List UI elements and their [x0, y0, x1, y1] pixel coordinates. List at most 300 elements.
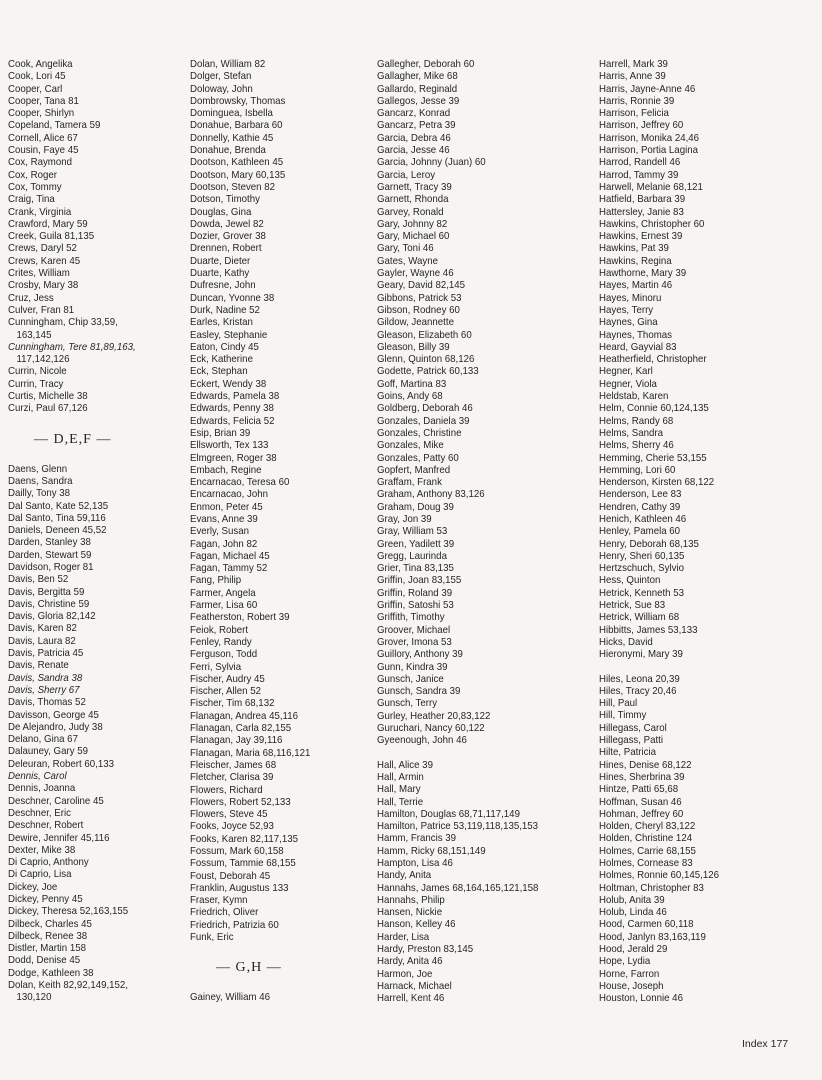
index-entry: Hetrick, Kenneth 53: [599, 587, 685, 599]
index-entry: Garcia, Jesse 46: [377, 145, 450, 157]
index-entry: Doloway, John: [190, 83, 253, 95]
index-entry: Harris, Ronnie 39: [599, 95, 675, 107]
index-entry: Dolan, William 82: [190, 59, 266, 70]
index-entry: Duarte, Kathy: [190, 268, 250, 280]
index-entry: Holub, Linda 46: [599, 907, 667, 919]
index-entry: Flanagan, Carla 82,155: [190, 723, 292, 735]
index-entry: Crites, William: [8, 268, 70, 280]
index-entry: Daniels, Deneen 45,52: [8, 525, 107, 537]
index-entry: Dennis, Carol: [8, 771, 67, 783]
index-entry: Distler, Martin 158: [8, 943, 87, 955]
index-entry: Davis, Thomas 52: [8, 697, 86, 709]
index-entry: Garvey, Ronald: [377, 206, 444, 218]
index-entry: Dodge, Kathleen 38: [8, 967, 94, 979]
index-entry: Grier, Tina 83,135: [377, 563, 454, 575]
index-entry: Davis, Sherry 67: [8, 684, 80, 696]
index-entry: Farmer, Angela: [190, 587, 256, 599]
index-entry: Donahue, Brenda: [190, 145, 266, 157]
index-entry: Crank, Virginia: [8, 206, 72, 218]
index-entry: Hansen, Nickie: [377, 907, 443, 919]
index-entry: Harrison, Felicia: [599, 108, 669, 120]
index-entry: Davis, Karen 82: [8, 623, 77, 635]
section-heading: — D,E,F —: [34, 431, 112, 447]
index-entry: Hemming, Cherie 53,155: [599, 452, 707, 464]
index-entry: Gray, William 53: [377, 526, 448, 538]
index-entry: Gunsch, Janice: [377, 673, 444, 685]
index-entry: Fossum, Mark 60,158: [190, 846, 284, 857]
index-entry: Curtis, Michelle 38: [8, 391, 88, 403]
index-entry: Dootson, Kathleen 45: [190, 157, 284, 169]
index-entry: Ferri, Sylvia: [190, 661, 242, 673]
index-entry: Hetrick, Sue 83: [599, 600, 666, 612]
index-entry: Everly, Susan: [190, 526, 249, 538]
index-entry-continuation: 130,120: [16, 992, 52, 1004]
index-entry: Davisson, George 45: [8, 709, 99, 721]
index-entry: Harder, Lisa: [377, 931, 430, 943]
index-entry: Feiok, Robert: [190, 624, 249, 636]
index-entry: Guillory, Anthony 39: [377, 649, 463, 661]
index-entry: Cox, Raymond: [8, 157, 73, 169]
index-entry: Deschner, Caroline 45: [8, 795, 104, 807]
index-entry: Griffin, Roland 39: [377, 587, 453, 599]
index-entry: Harrison, Portia Lagina: [599, 145, 698, 157]
index-entry: Hiles, Tracy 20,46: [599, 685, 677, 697]
index-entry: Hegner, Viola: [599, 378, 657, 390]
index-column-4: [599, 59, 804, 1006]
index-entry: Hohman, Jeffrey 60: [599, 808, 684, 820]
index-entry: Crews, Daryl 52: [8, 243, 77, 255]
index-entry: Houston, Lonnie 46: [599, 993, 683, 1005]
index-entry: Holden, Cheryl 83,122: [599, 821, 696, 833]
index-entry: Hines, Denise 68,122: [599, 759, 692, 771]
index-entry: Duncan, Yvonne 38: [190, 292, 275, 304]
index-entry: Fischer, Allen 52: [190, 686, 262, 698]
index-entry: Gildow, Jeannette: [377, 317, 454, 329]
index-entry: Heard, Gayvial 83: [599, 341, 677, 353]
index-entry: Evans, Anne 39: [190, 513, 258, 525]
index-entry: Edwards, Pamela 38: [190, 391, 280, 403]
index-entry: Holden, Christine 124: [599, 833, 693, 845]
index-entry: Eck, Katherine: [190, 354, 253, 366]
section-gap: [377, 748, 582, 760]
index-entry: Cox, Roger: [8, 169, 57, 181]
index-entry: Eaton, Cindy 45: [190, 341, 259, 353]
index-entry: Hall, Alice 39: [377, 759, 433, 771]
index-entry: Hawkins, Pat 39: [599, 243, 669, 255]
index-entry: Friedrich, Oliver: [190, 907, 259, 919]
index-entry: Holtman, Christopher 83: [599, 882, 704, 894]
index-entry: Farmer, Lisa 60: [190, 600, 258, 612]
index-entry: Hardy, Preston 83,145: [377, 944, 474, 956]
index-entry: Deschner, Eric: [8, 807, 71, 819]
index-entry: Geary, David 82,145: [377, 280, 466, 292]
index-entry: Dickey, Joe: [8, 881, 58, 893]
index-entry: Davis, Laura 82: [8, 635, 76, 647]
index-entry: Griffin, Satoshi 53: [377, 600, 454, 612]
index-entry: Foust, Deborah 45: [190, 870, 271, 882]
index-entry: Godette, Patrick 60,133: [377, 366, 479, 378]
index-entry: Garcia, Leroy: [377, 169, 436, 181]
index-entry: Eckert, Wendy 38: [190, 378, 267, 390]
index-entry: Earles, Kristan: [190, 317, 253, 329]
index-entry: Hope, Lydia: [599, 956, 651, 968]
index-entry: Glenn, Quinton 68,126: [377, 354, 475, 366]
index-entry: Gallardo, Reginald: [377, 83, 458, 95]
index-entry: Di Caprio, Anthony: [8, 857, 89, 869]
index-entry: Helms, Sandra: [599, 427, 664, 439]
index-entry: Dickey, Theresa 52,163,155: [8, 906, 129, 918]
index-entry: Fossum, Tammie 68,155: [190, 858, 296, 870]
index-entry: Davis, Bergitta 59: [8, 586, 85, 598]
index-entry: Harrell, Kent 46: [377, 993, 445, 1005]
index-entry: Fischer, Tim 68,132: [190, 698, 275, 710]
index-entry: Hawkins, Christopher 60: [599, 218, 705, 230]
index-entry-continuation: 117,142,126: [16, 354, 70, 366]
index-entry: Harris, Jayne-Anne 46: [599, 83, 696, 95]
index-entry: Harnack, Michael: [377, 980, 452, 992]
index-entry: Gayler, Wayne 46: [377, 268, 454, 280]
index-entry: Hieronymi, Mary 39: [599, 649, 683, 661]
index-entry: Crawford, Mary 59: [8, 218, 88, 230]
index-entry: Deleuran, Robert 60,133: [8, 758, 115, 770]
index-column-1: [8, 59, 213, 1005]
index-entry: Dominguea, Isbella: [190, 108, 273, 120]
index-entry: Flanagan, Jay 39,116: [190, 735, 283, 747]
index-entry: Dalauney, Gary 59: [8, 746, 88, 758]
index-entry: Fleischer, James 68: [190, 759, 277, 771]
index-entry: Cox, Tommy: [8, 181, 62, 193]
index-entry: Garnett, Rhonda: [377, 194, 449, 206]
index-entry: Gary, Toni 46: [377, 243, 434, 255]
index-entry: Henry, Deborah 68,135: [599, 538, 699, 550]
index-entry: Currin, Nicole: [8, 366, 67, 378]
index-entry: Hegner, Karl: [599, 366, 653, 378]
index-entry: Funk, Eric: [190, 932, 234, 944]
index-entry: Hawkins, Regina: [599, 255, 672, 267]
index-entry: Griffin, Joan 83,155: [377, 575, 462, 587]
index-entry: Dolger, Stefan: [190, 71, 252, 83]
page-footer: Index 177: [742, 1038, 789, 1050]
index-entry: Griffith, Timothy: [377, 612, 445, 624]
index-entry: Cooper, Carl: [8, 83, 63, 95]
index-entry: Hawkins, Ernest 39: [599, 231, 683, 243]
index-entry: Gonzales, Patty 60: [377, 452, 459, 464]
index-entry: Darden, Stanley 38: [8, 537, 91, 549]
index-entry: Haynes, Gina: [599, 317, 658, 329]
index-entry: Hillegass, Carol: [599, 722, 667, 734]
index-entry: Edwards, Felicia 52: [190, 415, 275, 427]
index-entry: Delano, Gina 67: [8, 734, 78, 746]
index-entry: Fraser, Kymn: [190, 895, 248, 907]
index-entry: Easley, Stephanie: [190, 329, 268, 341]
index-entry: Grover, Imona 53: [377, 636, 452, 648]
index-entry: Darden, Stewart 59: [8, 549, 92, 561]
index-entry: Duarte, Dieter: [190, 255, 251, 267]
index-entry: Dilbeck, Renee 38: [8, 930, 88, 942]
index-entry: Hayes, Minoru: [599, 292, 662, 304]
index-entry: Hilte, Patricia: [599, 747, 657, 759]
index-entry: Fooks, Karen 82,117,135: [190, 833, 298, 845]
index-entry: Gunn, Kindra 39: [377, 661, 448, 673]
index-entry: Hatfield, Barbara 39: [599, 194, 686, 206]
index-entry: Gary, Johnny 82: [377, 218, 448, 230]
index-entry: Garcia, Debra 46: [377, 132, 451, 144]
index-entry: Cooper, Tana 81: [8, 95, 79, 107]
index-column-2: [190, 59, 395, 1005]
index-entry: Garcia, Johnny (Juan) 60: [377, 157, 486, 169]
index-entry: Craig, Tina: [8, 194, 55, 206]
index-entry: Gonzales, Mike: [377, 440, 444, 452]
index-entry: Goins, Andy 68: [377, 391, 443, 403]
index-entry: Cooper, Shirlyn: [8, 108, 75, 120]
index-entry: Hillegass, Patti: [599, 735, 664, 747]
index-entry: Gonzales, Daniela 39: [377, 415, 470, 427]
index-entry: Harrod, Randell 46: [599, 157, 681, 169]
index-entry: Harrison, Monika 24,46: [599, 132, 700, 144]
index-entry: Hemming, Lori 60: [599, 464, 676, 476]
index-entry: Culver, Fran 81: [8, 304, 75, 316]
index-entry: Gainey, William 46: [190, 992, 270, 1004]
index-entry: Hetrick, William 68: [599, 612, 680, 624]
index-entry: Harris, Anne 39: [599, 71, 666, 83]
index-entry: Hendren, Cathy 39: [599, 501, 681, 513]
index-entry: Hamilton, Patrice 53,119,118,135,153: [377, 821, 539, 833]
index-entry: Dennis, Joanna: [8, 783, 76, 795]
index-entry: Dal Santo, Tina 59,116: [8, 512, 106, 524]
index-entry: Davis, Sandra 38: [8, 672, 83, 684]
index-entry: Hicks, David: [599, 636, 653, 648]
index-entry: Hall, Mary: [377, 784, 421, 796]
index-entry: De Alejandro, Judy 38: [8, 721, 103, 733]
index-entry: Graffam, Frank: [377, 477, 442, 489]
index-entry: Deschner, Robert: [8, 820, 84, 832]
index-entry: Dilbeck, Charles 45: [8, 918, 92, 930]
index-entry: Fletcher, Clarisa 39: [190, 772, 274, 784]
index-entry: Hood, Carmen 60,118: [599, 919, 694, 931]
index-entry: Hattersley, Janie 83: [599, 206, 684, 218]
index-entry: Gleason, Billy 39: [377, 341, 450, 353]
index-entry: Fagan, Tammy 52: [190, 563, 268, 575]
index-entry: Goff, Martina 83: [377, 378, 447, 390]
index-entry: Embach, Regine: [190, 464, 262, 476]
index-entry: Daens, Sandra: [8, 475, 73, 487]
index-entry-continuation: 163,145: [16, 329, 52, 341]
index-entry: Davidson, Roger 81: [8, 561, 94, 573]
index-entry: Davis, Renate: [8, 660, 69, 672]
index-entry: Cousin, Faye 45: [8, 145, 79, 157]
index-entry: Hayes, Terry: [599, 304, 654, 316]
index-entry: Dal Santo, Kate 52,135: [8, 500, 109, 512]
index-entry: Cunningham, Tere 81,89,163,: [8, 341, 136, 353]
index-entry: Featherston, Robert 39: [190, 612, 290, 624]
index-entry: Flanagan, Maria 68,116,121: [190, 747, 311, 759]
index-entry: Dombrowsky, Thomas: [190, 95, 286, 107]
section-gap: [599, 662, 804, 674]
index-entry: Durk, Nadine 52: [190, 304, 260, 316]
index-entry: Donnelly, Kathie 45: [190, 132, 274, 144]
index-entry: Helms, Randy 68: [599, 415, 674, 427]
index-entry: Hannahs, James 68,164,165,121,158: [377, 882, 539, 894]
index-entry: Gallegos, Jesse 39: [377, 95, 460, 107]
index-entry: Harrell, Mark 39: [599, 59, 668, 70]
index-entry: Hibbitts, James 53,133: [599, 624, 698, 636]
index-entry: Gleason, Elizabeth 60: [377, 329, 472, 341]
index-entry: Gates, Wayne: [377, 255, 438, 267]
index-entry: Holub, Anita 39: [599, 894, 665, 906]
index-entry: Graham, Anthony 83,126: [377, 489, 485, 501]
index-entry: Henich, Kathleen 46: [599, 513, 687, 525]
index-entry: Davis, Patricia 45: [8, 648, 84, 660]
index-entry: Fagan, John 82: [190, 538, 258, 550]
index-entry: Gallegher, Deborah 60: [377, 59, 475, 70]
index-entry: Dodd, Denise 45: [8, 955, 81, 967]
index-entry: Hiles, Leona 20,39: [599, 673, 680, 685]
index-entry: Drennen, Robert: [190, 243, 262, 255]
index-entry: Garnett, Tracy 39: [377, 181, 452, 193]
index-entry: Crosby, Mary 38: [8, 280, 79, 292]
index-entry: Dolan, Keith 82,92,149,152,: [8, 980, 129, 992]
index-entry: Elmgreen, Roger 38: [190, 452, 277, 464]
index-entry: Davis, Ben 52: [8, 574, 69, 586]
index-entry: Groover, Michael: [377, 624, 451, 636]
index-entry: Henry, Sheri 60,135: [599, 550, 685, 562]
index-entry: Davis, Gloria 82,142: [8, 611, 96, 623]
section-heading: — G,H —: [216, 960, 282, 976]
index-entry: Encarnacao, Teresa 60: [190, 477, 290, 489]
index-entry: Gancarz, Petra 39: [377, 120, 456, 132]
index-entry: Hines, Sherbrina 39: [599, 771, 685, 783]
index-entry: Harrod, Tammy 39: [599, 169, 679, 181]
index-entry: Daens, Glenn: [8, 463, 68, 475]
index-entry: Dootson, Steven 82: [190, 181, 276, 193]
index-entry: Fooks, Joyce 52,93: [190, 821, 274, 833]
index-entry: Hanson, Kelley 46: [377, 919, 456, 931]
index-entry: Hayes, Martin 46: [599, 280, 673, 292]
index-entry: Harmon, Joe: [377, 968, 433, 980]
index-entry: Holmes, Cornease 83: [599, 858, 693, 869]
index-entry: Guruchari, Nancy 60,122: [377, 723, 485, 735]
index-entry: Flowers, Steve 45: [190, 809, 268, 821]
index-entry: Gyeenough, John 46: [377, 735, 467, 747]
index-entry: Flowers, Robert 52,133: [190, 796, 291, 808]
index-entry: Hardy, Anita 46: [377, 956, 443, 968]
index-entry: Enmon, Peter 45: [190, 501, 263, 513]
index-entry: Hill, Paul: [599, 698, 638, 710]
index-entry: Hess, Quinton: [599, 575, 661, 587]
index-entry: Gibson, Rodney 60: [377, 304, 460, 316]
index-entry: Green, Yadilett 39: [377, 538, 455, 550]
index-entry: Hamm, Ricky 68,151,149: [377, 845, 486, 857]
index-entry: Cunningham, Chip 33,59,: [8, 317, 118, 329]
index-entry: Hamilton, Douglas 68,71,117,149: [377, 808, 520, 820]
index-entry: Cook, Angelika: [8, 59, 73, 70]
index-entry: Hood, Janlyn 83,163,119: [599, 931, 706, 943]
index-entry: Cook, Lori 45: [8, 71, 66, 83]
index-entry: Fagan, Michael 45: [190, 550, 270, 562]
index-entry: Donahue, Barbara 60: [190, 120, 283, 132]
index-column-3: [377, 59, 582, 1006]
index-entry: Dowda, Jewel 82: [190, 218, 264, 230]
index-entry: Holmes, Carrie 68,155: [599, 845, 696, 857]
index-entry: Handy, Anita: [377, 870, 432, 882]
index-entry: Harrison, Jeffrey 60: [599, 120, 684, 132]
index-entry: House, Joseph: [599, 980, 664, 992]
index-entry: Hintze, Patti 65,68: [599, 784, 679, 796]
index-entry: Encarnacao, John: [190, 489, 269, 501]
index-entry: Flowers, Richard: [190, 784, 263, 796]
index-entry: Hertzschuch, Sylvio: [599, 563, 684, 575]
index-entry: Gonzales, Christine: [377, 427, 462, 439]
index-entry: Gary, Michael 60: [377, 231, 450, 243]
index-entry: Dickey, Penny 45: [8, 894, 83, 905]
index-entry: Davis, Christine 59: [8, 598, 90, 610]
index-entry: Hamm, Francis 39: [377, 833, 457, 845]
index-entry: Henderson, Lee 83: [599, 489, 682, 501]
index-entry: Dotson, Timothy: [190, 194, 260, 206]
index-entry: Horne, Farron: [599, 968, 660, 980]
index-entry: Fischer, Audry 45: [190, 673, 265, 685]
index-entry: Dewire, Jennifer 45,116: [8, 832, 110, 844]
index-entry: Holmes, Ronnie 60,145,126: [599, 870, 719, 882]
index-entry: Di Caprio, Lisa: [8, 869, 72, 881]
index-entry: Graham, Doug 39: [377, 501, 454, 513]
index-entry: Gibbons, Patrick 53: [377, 292, 462, 304]
index-entry: Eck, Stephan: [190, 366, 248, 378]
index-entry: Cruz, Jess: [8, 292, 54, 304]
index-entry: Gurley, Heather 20,83,122: [377, 710, 491, 722]
index-entry: Fenley, Randy: [190, 636, 252, 648]
index-entry: Heatherfield, Christopher: [599, 354, 707, 366]
index-entry: Ellsworth, Tex 133: [190, 440, 269, 452]
index-entry: Hall, Armin: [377, 771, 424, 783]
index-entry: Helms, Sherry 46: [599, 440, 674, 452]
index-entry: Gopfert, Manfred: [377, 464, 451, 476]
index-entry: Harwell, Melanie 68,121: [599, 181, 703, 193]
index-entry: Dailly, Tony 38: [8, 488, 71, 500]
index-entry: Dexter, Mike 38: [8, 844, 76, 856]
index-entry: Ferguson, Todd: [190, 649, 258, 661]
index-entry: Friedrich, Patrizia 60: [190, 919, 279, 931]
index-entry: Crews, Karen 45: [8, 255, 81, 267]
index-entry: Fang, Philip: [190, 575, 242, 587]
index-entry: Gunsch, Terry: [377, 698, 438, 710]
index-entry: Heldstab, Karen: [599, 391, 669, 403]
index-entry: Flanagan, Andrea 45,116: [190, 710, 298, 722]
index-entry: Currin, Tracy: [8, 378, 64, 390]
index-entry: Helm, Connie 60,124,135: [599, 403, 709, 415]
index-entry: Gunsch, Sandra 39: [377, 686, 461, 698]
index-entry: Curzi, Paul 67,126: [8, 403, 88, 415]
index-entry: Cornell, Alice 67: [8, 132, 78, 144]
index-entry: Douglas, Gina: [190, 206, 252, 218]
index-entry: Dozier, Grover 38: [190, 231, 266, 243]
index-entry: Henderson, Kirsten 68,122: [599, 477, 715, 489]
index-entry: Dootson, Mary 60,135: [190, 169, 286, 181]
index-entry: Hampton, Lisa 46: [377, 858, 453, 869]
index-entry: Hawthorne, Mary 39: [599, 268, 687, 280]
index-entry: Henley, Pamela 60: [599, 526, 681, 538]
index-entry: Haynes, Thomas: [599, 329, 672, 341]
index-entry: Creek, Guila 81,135: [8, 231, 95, 243]
index-entry: Gallagher, Mike 68: [377, 71, 458, 83]
index-entry: Dufresne, John: [190, 280, 256, 292]
index-entry: Hood, Jerald 29: [599, 944, 668, 956]
index-entry: Franklin, Augustus 133: [190, 882, 289, 894]
index-entry: Gregg, Laurinda: [377, 550, 447, 562]
index-entry: Hall, Terrie: [377, 796, 424, 808]
index-entry: Edwards, Penny 38: [190, 403, 274, 415]
index-entry: Hoffman, Susan 46: [599, 796, 682, 808]
